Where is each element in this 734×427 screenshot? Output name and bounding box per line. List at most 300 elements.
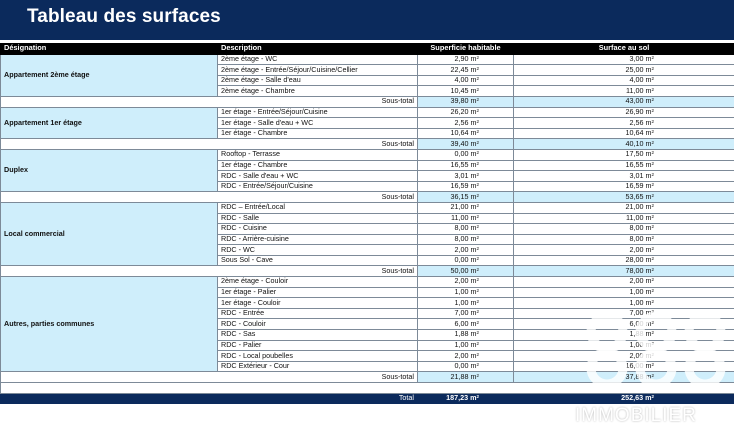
row-habitable [418, 361, 514, 372]
row-habitable-value: 2,00 [454, 277, 468, 286]
subtotal-habitable [418, 266, 514, 277]
unit-exponent: 2 [476, 66, 479, 71]
unit-label: m [645, 245, 651, 254]
row-sol-value: 16,59 [625, 181, 643, 190]
header-description: Description [218, 44, 418, 55]
row-habitable-value: 1,00 [454, 287, 468, 296]
row-habitable [418, 319, 514, 330]
row-description: 2ème étage - Chambre [218, 86, 418, 97]
row-habitable [418, 54, 514, 65]
row-sol-value: 10,64 [625, 128, 643, 137]
unit-label: m [470, 118, 476, 127]
row-habitable-value: 1,00 [454, 340, 468, 349]
row-sol [514, 149, 734, 160]
unit-exponent: 2 [651, 97, 654, 102]
header-habitable: Superficie habitable [418, 44, 514, 55]
unit-label: m [645, 298, 651, 307]
unit-label: m [470, 86, 476, 95]
row-habitable [418, 213, 514, 224]
row-habitable-value: 1,88 [454, 330, 468, 339]
row-sol-value: 6,00 [629, 319, 643, 328]
unit-label: m [470, 319, 476, 328]
unit-exponent: 2 [651, 140, 654, 145]
unit-exponent: 2 [651, 235, 654, 240]
row-habitable-value: 22,45 [450, 65, 468, 74]
row-habitable-value: 16,55 [450, 160, 468, 169]
row-habitable-value: 10,64 [450, 128, 468, 137]
row-sol-value: 16,00 [625, 361, 643, 370]
unit-label: m [470, 160, 476, 169]
row-sol [514, 361, 734, 372]
unit-label: m [470, 192, 476, 201]
row-habitable-value: 8,00 [454, 234, 468, 243]
group-designation: Appartement 1er étage [1, 107, 218, 139]
watermark-text: IMMOBILIER [575, 405, 734, 427]
row-sol-value: 11,00 [626, 86, 643, 95]
row-sol [514, 287, 734, 298]
row-habitable [418, 340, 514, 351]
table-body [1, 54, 734, 404]
unit-exponent: 2 [476, 150, 479, 155]
row-sol-value: 7,00 [629, 308, 643, 317]
row-description: RDC - Couloir [218, 319, 418, 330]
unit-label: m [470, 128, 476, 137]
unit-exponent: 2 [476, 373, 479, 378]
row-sol [514, 234, 734, 245]
subtotal-label: Sous-total [1, 372, 418, 383]
row-description: RDC - Cuisine [218, 224, 418, 235]
unit-label: m [645, 118, 651, 127]
unit-exponent: 2 [476, 140, 479, 145]
row-habitable [418, 118, 514, 129]
row-sol-value: 2,00 [629, 277, 643, 286]
total-habitable-value: 187,23 [446, 393, 468, 402]
unit-label: m [470, 181, 476, 190]
subtotal-row [1, 139, 734, 150]
unit-exponent: 2 [476, 87, 479, 92]
unit-label: m [645, 224, 651, 233]
row-habitable-value: 21,00 [450, 202, 468, 211]
unit-exponent: 2 [651, 341, 654, 346]
unit-exponent: 2 [651, 87, 654, 92]
group-designation: Local commercial [1, 202, 218, 266]
unit-exponent: 2 [651, 129, 654, 134]
row-sol [514, 107, 734, 118]
row-sol-value: 3,01 [629, 171, 643, 180]
total-habitable [418, 393, 514, 404]
unit-label: m [645, 96, 651, 105]
subtotal-sol [514, 266, 734, 277]
subtotal-sol [514, 372, 734, 383]
unit-exponent: 2 [476, 309, 479, 314]
row-description: Sous Sol - Cave [218, 255, 418, 266]
unit-label: m [645, 86, 651, 95]
row-sol [514, 255, 734, 266]
unit-label: m [645, 287, 651, 296]
unit-label: m [645, 372, 651, 381]
subtotal-sol-value: 53,65 [625, 192, 643, 201]
row-sol-value: 1,88 [629, 330, 643, 339]
unit-exponent: 2 [651, 193, 654, 198]
unit-label: m [470, 96, 476, 105]
unit-exponent: 2 [651, 277, 654, 282]
unit-label: m [645, 213, 651, 222]
unit-exponent: 2 [476, 394, 479, 399]
row-description: RDC - Salle d'eau + WC [218, 171, 418, 182]
unit-exponent: 2 [476, 55, 479, 60]
row-description: RDC - Arrière-cuisine [218, 234, 418, 245]
row-habitable-value: 0,00 [454, 361, 468, 370]
unit-exponent: 2 [476, 172, 479, 177]
row-sol [514, 54, 734, 65]
row-habitable [418, 171, 514, 182]
subtotal-row [1, 192, 734, 203]
unit-label: m [645, 277, 651, 286]
row-habitable-value: 2,56 [454, 118, 468, 127]
title-banner [0, 0, 734, 40]
unit-exponent: 2 [651, 182, 654, 187]
subtotal-habitable [418, 372, 514, 383]
row-sol [514, 298, 734, 309]
subtotal-habitable [418, 96, 514, 107]
unit-label: m [470, 330, 476, 339]
unit-exponent: 2 [476, 224, 479, 229]
subtotal-sol-value: 40,10 [625, 139, 643, 148]
unit-label: m [645, 255, 651, 264]
unit-label: m [645, 266, 651, 275]
unit-label: m [470, 202, 476, 211]
row-description: RDC Extérieur - Cour [218, 361, 418, 372]
row-habitable [418, 308, 514, 319]
unit-exponent: 2 [476, 362, 479, 367]
unit-label: m [470, 139, 476, 148]
unit-label: m [645, 149, 651, 158]
row-description: RDC - Sas [218, 330, 418, 341]
row-habitable [418, 202, 514, 213]
unit-exponent: 2 [651, 288, 654, 293]
unit-label: m [470, 149, 476, 158]
row-habitable [418, 86, 514, 97]
unit-exponent: 2 [476, 119, 479, 124]
unit-label: m [645, 139, 651, 148]
unit-label: m [470, 75, 476, 84]
row-description: RDC - Salle [218, 213, 418, 224]
header-designation: Désignation [1, 44, 218, 55]
row-habitable-value: 7,00 [454, 308, 468, 317]
group-designation: Appartement 2ème étage [1, 54, 218, 96]
unit-label: m [470, 372, 476, 381]
row-sol-value: 16,55 [625, 160, 643, 169]
subtotal-label: Sous-total [1, 192, 418, 203]
subtotal-sol [514, 96, 734, 107]
row-sol [514, 128, 734, 139]
unit-exponent: 2 [651, 161, 654, 166]
unit-exponent: 2 [476, 235, 479, 240]
unit-label: m [645, 192, 651, 201]
total-sol-value: 252,63 [621, 393, 643, 402]
unit-exponent: 2 [651, 55, 654, 60]
table-row [1, 202, 734, 213]
subtotal-row [1, 266, 734, 277]
unit-exponent: 2 [476, 288, 479, 293]
row-sol [514, 330, 734, 341]
row-sol [514, 245, 734, 256]
unit-label: m [470, 245, 476, 254]
row-sol [514, 213, 734, 224]
row-habitable [418, 255, 514, 266]
group-designation: Duplex [1, 149, 218, 191]
row-description: 1er étage - Chambre [218, 160, 418, 171]
row-sol-value: 2,56 [629, 118, 643, 127]
row-habitable [418, 298, 514, 309]
table-row [1, 54, 734, 65]
unit-label: m [645, 160, 651, 169]
table-row [1, 277, 734, 288]
total-label: Total [1, 393, 418, 404]
row-sol [514, 340, 734, 351]
row-description: 1er étage - Couloir [218, 298, 418, 309]
row-description: RDC - Entrée/Séjour/Cuisine [218, 181, 418, 192]
row-description: 1er étage - Salle d'eau + WC [218, 118, 418, 129]
unit-exponent: 2 [476, 129, 479, 134]
unit-label: m [470, 65, 476, 74]
row-sol-value: 1,00 [629, 298, 643, 307]
subtotal-row [1, 372, 734, 383]
header-row [1, 44, 734, 55]
unit-label: m [645, 171, 651, 180]
unit-exponent: 2 [651, 267, 654, 272]
row-description: 1er étage - Palier [218, 287, 418, 298]
unit-exponent: 2 [476, 267, 479, 272]
row-habitable [418, 149, 514, 160]
row-sol [514, 181, 734, 192]
subtotal-label: Sous-total [1, 139, 418, 150]
row-habitable-value: 8,00 [454, 224, 468, 233]
row-sol-value: 3,00 [629, 54, 643, 63]
unit-label: m [645, 340, 651, 349]
unit-exponent: 2 [651, 203, 654, 208]
unit-label: m [645, 308, 651, 317]
row-sol [514, 171, 734, 182]
row-habitable [418, 330, 514, 341]
row-description: RDC - Palier [218, 340, 418, 351]
subtotal-habitable-value: 21,88 [450, 372, 468, 381]
row-sol [514, 319, 734, 330]
unit-label: m [645, 65, 651, 74]
subtotal-label: Sous-total [1, 96, 418, 107]
row-habitable [418, 245, 514, 256]
subtotal-sol-value: 78,00 [625, 266, 643, 275]
unit-exponent: 2 [476, 193, 479, 198]
row-habitable [418, 107, 514, 118]
row-sol-value: 17,50 [625, 149, 643, 158]
row-habitable-value: 11,00 [451, 213, 468, 222]
row-sol-value: 1,00 [629, 287, 643, 296]
subtotal-sol [514, 192, 734, 203]
unit-exponent: 2 [651, 76, 654, 81]
subtotal-habitable-value: 36,15 [450, 192, 468, 201]
unit-label: m [470, 298, 476, 307]
subtotal-sol-value: 37,88 [625, 372, 643, 381]
unit-label: m [645, 330, 651, 339]
unit-label: m [470, 234, 476, 243]
unit-label: m [470, 107, 476, 116]
unit-label: m [470, 213, 476, 222]
row-habitable-value: 26,20 [450, 107, 468, 116]
header-sol: Surface au sol [514, 44, 734, 55]
row-sol-value: 25,00 [625, 65, 643, 74]
unit-label: m [645, 319, 651, 328]
row-sol [514, 160, 734, 171]
unit-exponent: 2 [476, 330, 479, 335]
row-sol-value: 11,00 [626, 213, 643, 222]
row-sol [514, 277, 734, 288]
row-sol-value: 1,00 [629, 340, 643, 349]
spacer-cell [1, 383, 734, 394]
subtotal-habitable [418, 139, 514, 150]
row-description: RDC - Entrée [218, 308, 418, 319]
unit-exponent: 2 [476, 352, 479, 357]
unit-label: m [645, 234, 651, 243]
unit-label: m [645, 128, 651, 137]
table-row [1, 107, 734, 118]
row-habitable-value: 4,00 [454, 75, 468, 84]
unit-label: m [470, 255, 476, 264]
row-habitable-value: 6,00 [454, 319, 468, 328]
subtotal-habitable-value: 39,80 [450, 96, 468, 105]
row-habitable [418, 277, 514, 288]
row-habitable [418, 224, 514, 235]
subtotal-habitable-value: 39,40 [450, 139, 468, 148]
row-sol [514, 86, 734, 97]
unit-exponent: 2 [651, 309, 654, 314]
unit-exponent: 2 [651, 362, 654, 367]
unit-label: m [645, 361, 651, 370]
page-title: Tableau des surfaces [27, 6, 221, 28]
unit-label: m [645, 54, 651, 63]
row-sol-value: 8,00 [629, 224, 643, 233]
unit-exponent: 2 [651, 299, 654, 304]
row-sol-value: 4,00 [629, 75, 643, 84]
row-sol [514, 202, 734, 213]
row-description: Rooftop - Terrasse [218, 149, 418, 160]
unit-exponent: 2 [476, 246, 479, 251]
unit-exponent: 2 [476, 256, 479, 261]
unit-label: m [645, 75, 651, 84]
row-habitable-value: 10,45 [450, 86, 468, 95]
row-habitable [418, 128, 514, 139]
unit-label: m [470, 277, 476, 286]
row-sol-value: 21,00 [625, 202, 643, 211]
row-habitable [418, 234, 514, 245]
unit-exponent: 2 [651, 172, 654, 177]
unit-exponent: 2 [651, 256, 654, 261]
table-row [1, 149, 734, 160]
row-sol [514, 75, 734, 86]
surface-table [0, 43, 734, 404]
row-habitable-value: 3,01 [454, 171, 468, 180]
row-sol [514, 224, 734, 235]
row-description: 2ème étage - Salle d'eau [218, 75, 418, 86]
row-description: 2ème étage - Entrée/Séjour/Cuisine/Cellier [218, 65, 418, 76]
row-description: RDC - WC [218, 245, 418, 256]
subtotal-sol [514, 139, 734, 150]
unit-exponent: 2 [476, 97, 479, 102]
unit-exponent: 2 [476, 214, 479, 219]
unit-label: m [470, 340, 476, 349]
unit-label: m [645, 107, 651, 116]
row-sol-value: 2,00 [629, 351, 643, 360]
unit-exponent: 2 [651, 224, 654, 229]
spacer-row [1, 383, 734, 394]
unit-label: m [470, 287, 476, 296]
row-habitable [418, 181, 514, 192]
unit-exponent: 2 [651, 373, 654, 378]
unit-exponent: 2 [651, 394, 654, 399]
unit-exponent: 2 [651, 119, 654, 124]
row-habitable-value: 0,00 [454, 255, 468, 264]
row-habitable-value: 2,00 [454, 245, 468, 254]
row-sol-value: 28,00 [625, 255, 643, 264]
unit-label: m [470, 224, 476, 233]
unit-label: m [470, 351, 476, 360]
row-habitable [418, 351, 514, 362]
subtotal-sol-value: 43,00 [625, 96, 643, 105]
row-sol-value: 26,90 [625, 107, 643, 116]
unit-exponent: 2 [476, 108, 479, 113]
row-sol-value: 2,00 [629, 245, 643, 254]
row-habitable [418, 75, 514, 86]
unit-exponent: 2 [476, 161, 479, 166]
unit-exponent: 2 [476, 341, 479, 346]
unit-label: m [470, 266, 476, 275]
unit-label: m [470, 308, 476, 317]
row-sol-value: 8,00 [629, 234, 643, 243]
unit-exponent: 2 [476, 299, 479, 304]
unit-exponent: 2 [651, 150, 654, 155]
unit-exponent: 2 [651, 330, 654, 335]
subtotal-label: Sous-total [1, 266, 418, 277]
row-sol [514, 351, 734, 362]
row-description: 1er étage - Entrée/Séjour/Cuisine [218, 107, 418, 118]
unit-exponent: 2 [651, 352, 654, 357]
unit-exponent: 2 [651, 108, 654, 113]
subtotal-habitable-value: 50,00 [450, 266, 468, 275]
subtotal-row [1, 96, 734, 107]
row-description: RDC - Local poubelles [218, 351, 418, 362]
unit-exponent: 2 [476, 320, 479, 325]
unit-label: m [470, 361, 476, 370]
row-description: 2ème étage - WC [218, 54, 418, 65]
row-habitable-value: 2,90 [454, 54, 468, 63]
total-row [1, 393, 734, 404]
row-sol [514, 118, 734, 129]
unit-label: m [645, 181, 651, 190]
unit-label: m [470, 393, 476, 402]
unit-label: m [470, 171, 476, 180]
unit-exponent: 2 [476, 76, 479, 81]
row-habitable-value: 0,00 [454, 149, 468, 158]
unit-exponent: 2 [476, 203, 479, 208]
total-sol [514, 393, 734, 404]
unit-label: m [645, 351, 651, 360]
unit-label: m [470, 54, 476, 63]
group-designation: Autres, parties communes [1, 277, 218, 372]
row-sol [514, 308, 734, 319]
unit-exponent: 2 [651, 320, 654, 325]
row-habitable [418, 287, 514, 298]
unit-label: m [645, 393, 651, 402]
